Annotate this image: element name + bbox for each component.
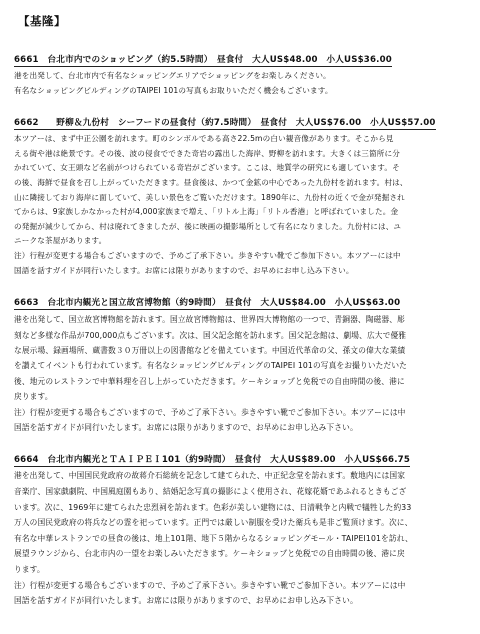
tour-title: 6661 台北市内でのショッピング（約5.5時間） 昼食付 大人US$48.00 小人US$36.00 — [14, 55, 392, 65]
tour-text-line: います。次に、1969年に建てられた忠烈祠を訪れます。色彩が美しい建物には、日清戦争と内戦で犠牲した約33 — [14, 502, 412, 512]
tour-text-line: 音楽庁、国家戯劇院、中国風庭園もあり、結婚記念写真の撮影によく使用され、花嫁花婿であふれるときもござ — [14, 486, 407, 496]
tour-text-line: 万人の国民党政府の将兵などの霊を祀っています。正門では厳しい制服を受けた衛兵も是非ご覧頂けます。次に、 — [14, 518, 413, 528]
tour-text-line: ります。 — [14, 564, 45, 574]
tour-text-line: 後、地元のレストランで中華料理を召し上がっていただきます。ケーキショップと免税での自由時間の後、港に — [14, 376, 405, 386]
tour-text-line: な展示場、録画場所、蔵書数３０万冊以上の図書館などを備えています。中国近代革命の父、孫文の偉大な業績 — [14, 345, 406, 355]
tour-text-line: 本ツアーは、まず中正公園を訪れます。町のシンボルである高さ22.5mの白い観音像があります。そこから見 — [14, 134, 394, 144]
tour-note-line: 注）行程が変更する場合もございますので、予めご了承下さい。歩きやすい靴でご参加下さい。本ツアーには中 — [14, 250, 401, 260]
tour-text-line: 有名な中華レストランでの昼食の後は、地上101階、地下５階からなるショッピングモール・TAIPEI101を訪れ、 — [14, 533, 413, 543]
tour-6664 — [14, 447, 470, 608]
tour-note-line: 国語を話すガイドが同行いたします。お席には限りがありますので、お早めにお申し込み下さい。 — [14, 596, 358, 606]
tour-text-line: 有名なショッピングビルディングのTAIPEI 101の写真もお取りいただく機会もございます。 — [14, 85, 333, 95]
tour-text-line: ニークな茶屋があります。 — [14, 236, 107, 246]
tour-text-line: 山に隣接しており海岸に面していて、美しい景色をご覧いただけます。1890年に、九份村の近くで金が発掘され — [14, 192, 405, 202]
tour-note-line: 国語を話すガイドが同行いたします。お席には限りがありますので、お早めにお申し込み下さい。 — [14, 265, 354, 275]
tour-title: 6663 台北市内観光と国立故宮博物館（約9時間） 昼食付 大人US$84.00 小人US$63.00 — [14, 298, 401, 309]
tour-text-line: てからは、9家族しかなかった村が4,000家族まで増え、「リトル上海」「リトル香港」と呼ばれていました。金 — [14, 207, 399, 217]
tour-text-line: 戻ります。 — [14, 392, 53, 402]
tour-text-line: 港を出発して、台北市内で有名なショッピングエリアでショッピングをお楽しみください。 — [14, 71, 331, 80]
tour-text-line: の発掘が減少してから、村は廃れてきましたが、後に映画の撮影場所として有名になりました。九份村には、ユ — [14, 221, 402, 231]
tour-text-line: 展望ラウンジから、台北市内の一望をお楽しみいただきます。ケーキショップと免税での自由時間の後、港に戻 — [14, 549, 405, 559]
tour-text-line: かれていて、女王頭など名前がつけられている奇岩がございます。ここは、地質学の研究にも適しています。そ — [14, 163, 400, 173]
tour-note-line: 国語を話すガイドが同行いたします。お席には限りがありますので、お早めにお申し込み下さい。 — [14, 422, 358, 432]
tour-6661 — [14, 47, 470, 98]
tour-text-line: 港を出発して、国立故宮博物館を訪れます。国立故宮博物館は、世界四大博物館の一つで、青銅器、陶磁器、彫 — [14, 315, 405, 325]
tour-6662 — [14, 110, 470, 278]
tour-text-line: の後、海鮮で昼食を召し上がっていただきます。昼食後は、かつて金鉱の中心であった九份村を訪れます。村は、 — [14, 177, 408, 187]
section-header: 【基隆】 — [18, 14, 66, 28]
tour-text-line: 刻など多様な作品が700,000点もございます。次は、国父記念館を訪れます。国父記念館は、劇場、広大で優雅 — [14, 330, 407, 340]
tour-text-line: 港を出発して、中国国民党政府の故蒋介石総統を記念して建てられた、中正紀念堂を訪れます。敷地内には国家 — [14, 471, 406, 481]
tour-note-line: 注）行程が変更する場合もございますので、予めご了承下さい。歩きやすい靴でご参加下さい。本ツアーには中 — [14, 580, 406, 590]
tour-text-line: を讃えてイベントも行われています。有名なショッピングビルディングのTAIPEI 101の写真をお撮りいただいた — [14, 361, 407, 371]
tour-6663 — [14, 290, 470, 435]
tour-title: 6662 野柳＆九份村 シーフードの昼食付（約7.5時間） 昼食付 大人US$76.00 小人US$57.00 — [14, 118, 436, 129]
tour-note-line: 注）行程が変更する場合もございますので、予めご了承下さい。歩きやすい靴でご参加下さい。本ツアーには中 — [14, 407, 406, 417]
tour-text-line: える街や港は絶景です。その後、波の侵食でできた奇岩の露出した海岸、野柳を訪れます。大きくは三箇所に分 — [14, 148, 400, 158]
tour-title: 6664 台北市内観光とＴＡＩＰＥＩ101（約9時間） 昼食付 大人US$89.00 小人US$66.75 — [14, 455, 411, 466]
